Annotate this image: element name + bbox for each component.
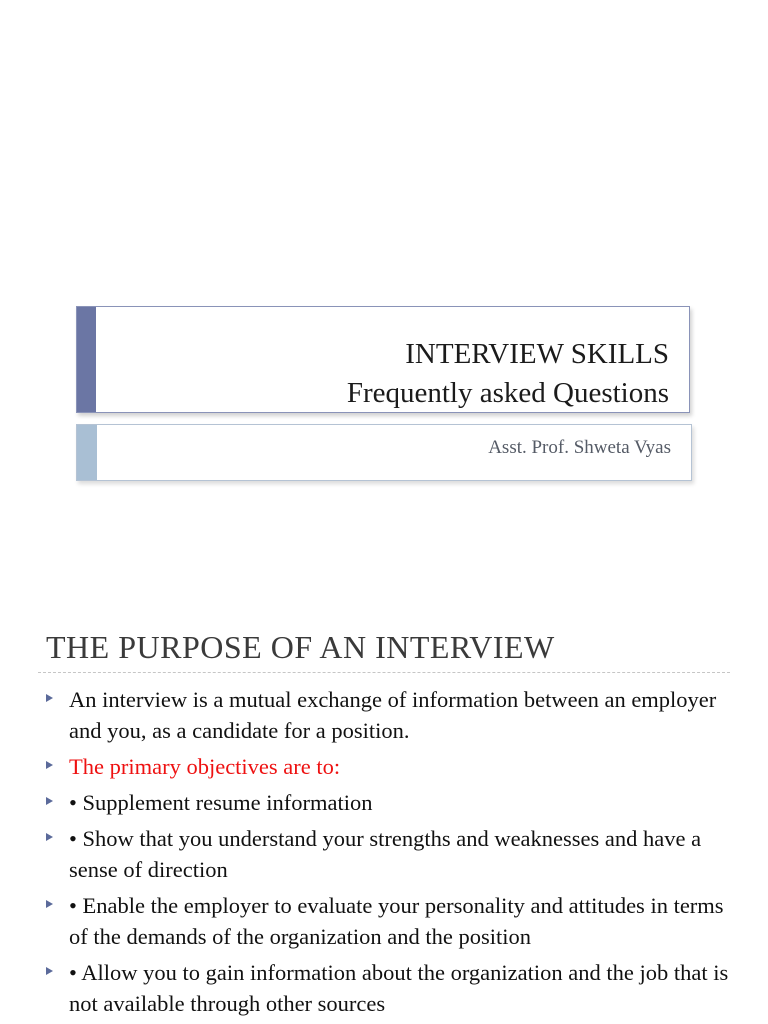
bullet-triangle-icon bbox=[46, 967, 53, 975]
list-item bbox=[46, 684, 736, 746]
slide-subtitle: Asst. Prof. Shweta Vyas bbox=[488, 437, 671, 458]
title-accent-bar bbox=[77, 307, 96, 412]
bullet-text: • Enable the employer to evaluate your personality and attitudes in terms of the demands of the organization and the position bbox=[69, 893, 724, 949]
bullet-triangle-icon bbox=[46, 761, 53, 769]
subtitle-accent-bar bbox=[77, 425, 97, 480]
title-line-1: INTERVIEW SKILLS bbox=[405, 338, 669, 370]
content-slide bbox=[0, 600, 768, 1024]
list-item bbox=[46, 823, 736, 885]
bullet-triangle-icon bbox=[46, 797, 53, 805]
list-item bbox=[46, 890, 736, 952]
heading-divider bbox=[38, 672, 730, 673]
bullet-list bbox=[46, 684, 736, 1024]
bullet-triangle-icon bbox=[46, 833, 53, 841]
bullet-text: An interview is a mutual exchange of information between an employer and you, as a candidate for a position. bbox=[69, 687, 717, 743]
title-line-2: Frequently asked Questions bbox=[346, 377, 669, 409]
bullet-triangle-icon bbox=[46, 694, 53, 702]
bullet-text: The primary objectives are to: bbox=[69, 754, 341, 779]
bullet-text: • Show that you understand your strengths and weaknesses and have a sense of direction bbox=[69, 826, 702, 882]
bullet-text: • Supplement resume information bbox=[69, 790, 373, 815]
bullet-triangle-icon bbox=[46, 900, 53, 908]
slide-title bbox=[347, 335, 669, 413]
bullet-text: • Allow you to gain information about the organization and the job that is not available through other sources bbox=[69, 960, 729, 1016]
title-box bbox=[76, 306, 690, 413]
list-item bbox=[46, 957, 736, 1019]
subtitle-box bbox=[76, 424, 692, 481]
slide-heading: THE PURPOSE OF AN INTERVIEW bbox=[46, 629, 555, 665]
list-item bbox=[46, 751, 736, 782]
list-item bbox=[46, 787, 736, 818]
